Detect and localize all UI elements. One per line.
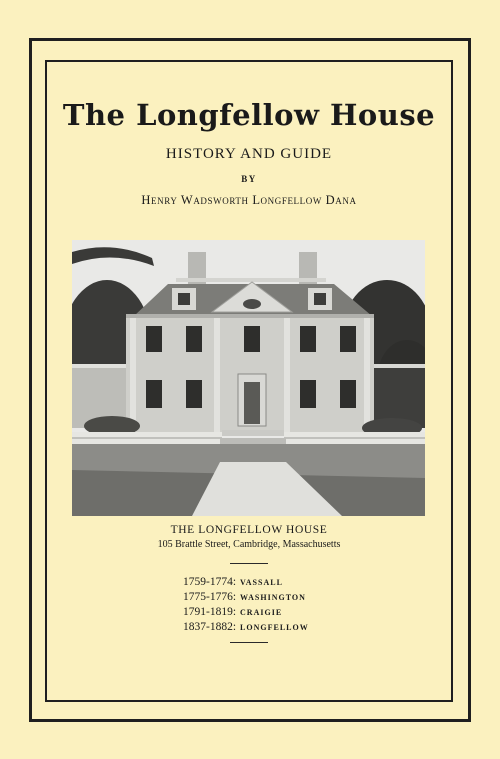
author-name: Henry Wadsworth Longfellow Dana <box>141 193 357 207</box>
timeline-entry <box>183 618 383 633</box>
timeline-years: 1775-1776: <box>183 591 237 603</box>
timeline-owner: VASSALL <box>240 578 283 587</box>
byline-label: BY <box>241 174 257 184</box>
timeline-entry <box>183 573 383 588</box>
timeline-years: 1791-1819: <box>183 606 237 618</box>
ownership-timeline <box>183 573 383 633</box>
timeline-owner: CRAIGIE <box>240 608 283 617</box>
timeline-entry <box>183 588 383 603</box>
document-subtitle: HISTORY AND GUIDE <box>165 146 333 162</box>
timeline-owner: WASHINGTON <box>240 593 306 602</box>
house-photo <box>72 240 425 516</box>
house-photo-image <box>72 240 425 516</box>
divider-top <box>230 563 268 564</box>
timeline-years: 1837-1882: <box>183 621 237 633</box>
timeline-years: 1759-1774: <box>183 576 237 588</box>
timeline-owner: LONGFELLOW <box>240 623 309 632</box>
photo-caption: THE LONGFELLOW HOUSE <box>170 524 328 536</box>
timeline-entry <box>183 603 383 618</box>
divider-bottom <box>230 642 268 643</box>
document-title: The Longfellow House <box>62 98 436 132</box>
house-address: 105 Brattle Street, Cambridge, Massachusetts <box>157 539 341 550</box>
